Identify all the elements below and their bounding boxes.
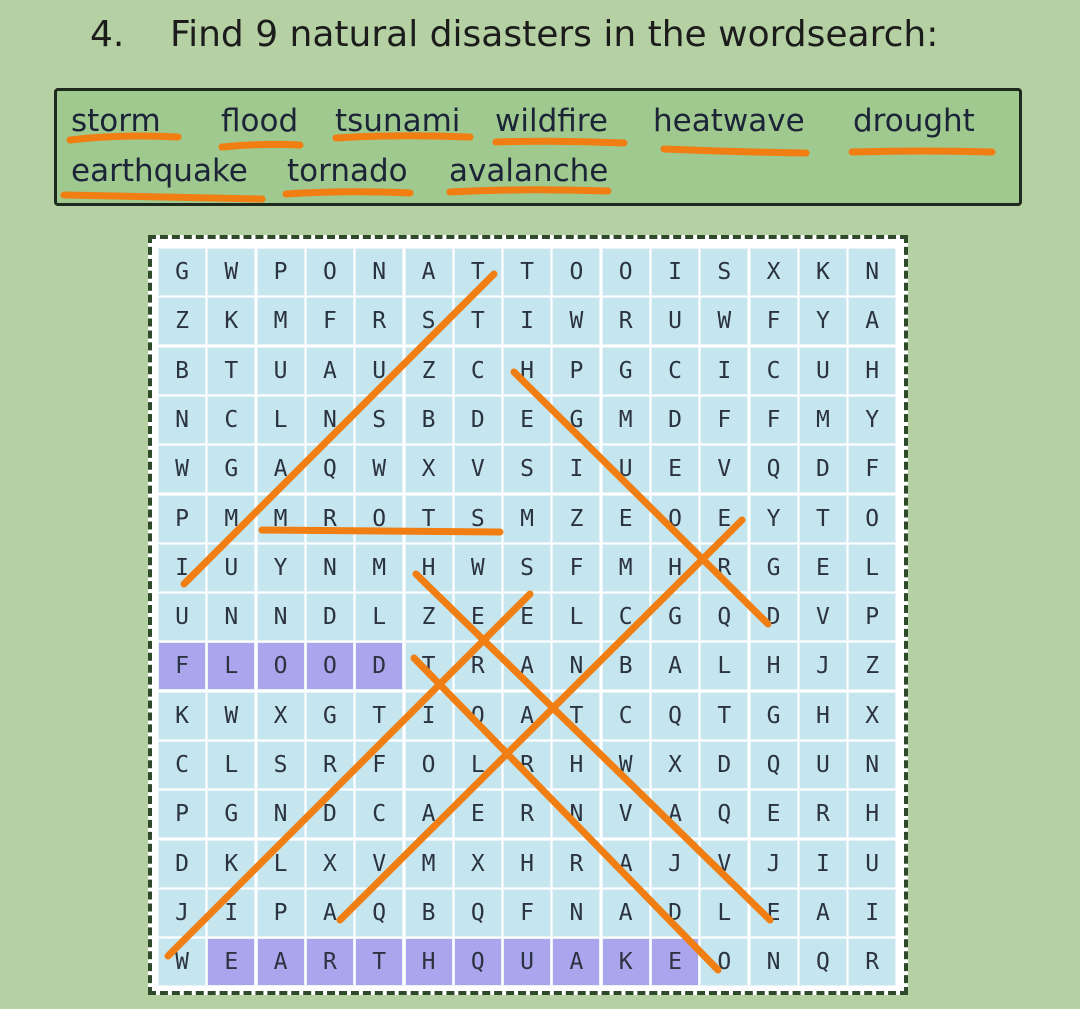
grid-cell[interactable]: T	[207, 347, 255, 395]
grid-cell[interactable]: E	[651, 445, 699, 493]
grid-cell[interactable]: U	[799, 741, 847, 789]
grid-cell[interactable]: F	[750, 297, 798, 345]
grid-cell[interactable]: T	[799, 495, 847, 543]
grid-cell[interactable]: E	[700, 495, 748, 543]
grid-cell[interactable]: R	[848, 938, 896, 986]
grid-cell[interactable]: U	[158, 593, 206, 641]
grid-cell[interactable]: E	[454, 593, 502, 641]
grid-cell[interactable]: S	[355, 396, 403, 444]
grid-cell[interactable]: Q	[700, 593, 748, 641]
grid-cell[interactable]: D	[306, 790, 354, 838]
grid-cell[interactable]: G	[750, 544, 798, 592]
grid-cell[interactable]: N	[355, 248, 403, 296]
grid-cell[interactable]: N	[552, 642, 600, 690]
grid-cell[interactable]: A	[306, 889, 354, 937]
grid-cell[interactable]: O	[602, 248, 650, 296]
grid-cell[interactable]: X	[306, 840, 354, 888]
grid-cell[interactable]: C	[602, 593, 650, 641]
grid-cell[interactable]: Q	[799, 938, 847, 986]
grid-cell[interactable]: R	[799, 790, 847, 838]
grid-cell[interactable]: D	[750, 593, 798, 641]
grid-cell[interactable]: L	[552, 593, 600, 641]
grid-cell[interactable]: H	[405, 938, 453, 986]
grid-cell[interactable]: C	[207, 396, 255, 444]
grid-cell[interactable]: A	[503, 692, 551, 740]
grid-cell[interactable]: S	[503, 445, 551, 493]
grid-cell[interactable]: W	[700, 297, 748, 345]
grid-cell[interactable]: I	[651, 248, 699, 296]
grid-cell[interactable]: S	[454, 495, 502, 543]
task-title	[90, 14, 1050, 66]
grid-cell[interactable]: E	[207, 938, 255, 986]
grid-cell[interactable]: K	[207, 840, 255, 888]
grid-cell[interactable]: T	[700, 692, 748, 740]
grid-cell[interactable]: O	[700, 938, 748, 986]
grid-cell[interactable]: O	[257, 642, 305, 690]
grid-cell[interactable]: P	[257, 889, 305, 937]
grid-cell[interactable]: M	[257, 297, 305, 345]
word-item-avalanche: avalanche	[449, 153, 609, 189]
grid-cell[interactable]: Z	[405, 593, 453, 641]
grid-cell[interactable]: K	[799, 248, 847, 296]
grid-cell[interactable]: R	[306, 741, 354, 789]
grid-cell[interactable]: M	[207, 495, 255, 543]
grid-cell[interactable]: W	[552, 297, 600, 345]
grid-cell[interactable]: R	[306, 938, 354, 986]
grid-cell[interactable]: E	[503, 593, 551, 641]
grid-cell[interactable]: O	[552, 248, 600, 296]
grid-cell[interactable]: P	[848, 593, 896, 641]
grid-cell[interactable]: N	[848, 741, 896, 789]
grid-cell[interactable]: Q	[700, 790, 748, 838]
grid-cell[interactable]: F	[750, 396, 798, 444]
grid-cell[interactable]: D	[799, 445, 847, 493]
grid-cell[interactable]: I	[207, 889, 255, 937]
grid-cell[interactable]: F	[503, 889, 551, 937]
grid-cell[interactable]: V	[355, 840, 403, 888]
grid-cell[interactable]: W	[158, 938, 206, 986]
word-item-heatwave: heatwave	[653, 103, 805, 139]
grid-cell[interactable]: X	[257, 692, 305, 740]
grid-cell[interactable]: N	[306, 396, 354, 444]
task-instruction: Find 9 natural disasters in the wordsearch:	[170, 14, 939, 55]
word-item-earthquake: earthquake	[71, 153, 248, 189]
grid-cell[interactable]: M	[602, 396, 650, 444]
grid-cell[interactable]: A	[503, 642, 551, 690]
grid-cell[interactable]: T	[355, 692, 403, 740]
grid-cell[interactable]: N	[257, 790, 305, 838]
grid-cell[interactable]: L	[700, 889, 748, 937]
grid-cell[interactable]: O	[306, 248, 354, 296]
grid-cell[interactable]: C	[750, 347, 798, 395]
task-number: 4.	[90, 14, 125, 55]
grid-cell[interactable]: M	[503, 495, 551, 543]
grid-cell[interactable]: Z	[552, 495, 600, 543]
word-item-tsunami: tsunami	[335, 103, 461, 139]
grid-cell[interactable]: A	[602, 889, 650, 937]
grid-cell[interactable]: B	[158, 347, 206, 395]
grid-cell[interactable]: J	[651, 840, 699, 888]
grid-cell[interactable]: L	[848, 544, 896, 592]
grid-cell[interactable]: L	[257, 396, 305, 444]
grid-cell[interactable]: Q	[454, 889, 502, 937]
grid-cell[interactable]: G	[651, 593, 699, 641]
grid-cell[interactable]: A	[257, 445, 305, 493]
grid-cell[interactable]: W	[355, 445, 403, 493]
grid-cell[interactable]: E	[750, 790, 798, 838]
grid-cell[interactable]: R	[552, 840, 600, 888]
grid-cell[interactable]: E	[602, 495, 650, 543]
grid-cell[interactable]: X	[405, 445, 453, 493]
grid-cell[interactable]: B	[405, 889, 453, 937]
grid-cell[interactable]: W	[207, 692, 255, 740]
grid-cell[interactable]: Q	[651, 692, 699, 740]
grid-cell[interactable]: G	[602, 347, 650, 395]
grid-cell[interactable]: N	[257, 593, 305, 641]
grid-cell[interactable]: X	[651, 741, 699, 789]
grid-cell[interactable]: M	[602, 544, 650, 592]
grid-cell[interactable]: T	[503, 248, 551, 296]
grid-cell[interactable]: H	[503, 840, 551, 888]
grid-cell[interactable]: S	[700, 248, 748, 296]
grid-cell[interactable]: O	[848, 495, 896, 543]
grid-cell[interactable]: U	[257, 347, 305, 395]
grid-cell[interactable]: Y	[750, 495, 798, 543]
word-item-flood: flood	[221, 103, 299, 139]
grid-cell[interactable]: T	[355, 938, 403, 986]
grid-cell[interactable]: A	[405, 248, 453, 296]
grid-cell[interactable]: X	[848, 692, 896, 740]
grid-cell[interactable]: P	[158, 495, 206, 543]
grid-cell[interactable]: S	[503, 544, 551, 592]
grid-cell[interactable]: O	[306, 642, 354, 690]
grid-cell[interactable]: H	[651, 544, 699, 592]
grid-cell[interactable]: C	[602, 692, 650, 740]
grid-cell[interactable]: S	[257, 741, 305, 789]
grid-cell[interactable]: O	[651, 495, 699, 543]
grid-cell[interactable]: P	[257, 248, 305, 296]
grid-cell[interactable]: N	[158, 396, 206, 444]
grid-cell[interactable]: L	[454, 741, 502, 789]
grid-cell[interactable]: U	[848, 840, 896, 888]
grid-cell[interactable]: N	[552, 790, 600, 838]
grid-cell[interactable]: I	[158, 544, 206, 592]
grid-cell[interactable]: G	[207, 790, 255, 838]
word-item-wildfire: wildfire	[495, 103, 608, 139]
grid-cell[interactable]: L	[257, 840, 305, 888]
grid-cell[interactable]: Q	[750, 741, 798, 789]
grid-cell[interactable]: I	[848, 889, 896, 937]
grid-cell[interactable]: H	[405, 544, 453, 592]
grid-cell[interactable]: V	[700, 840, 748, 888]
grid-cell[interactable]: U	[602, 445, 650, 493]
grid-cell[interactable]: K	[602, 938, 650, 986]
grid-cell[interactable]: D	[651, 889, 699, 937]
grid-cell[interactable]: T	[454, 248, 502, 296]
grid-cell[interactable]: A	[848, 297, 896, 345]
grid-cell[interactable]: G	[207, 445, 255, 493]
grid-cell[interactable]: F	[355, 741, 403, 789]
grid-cell[interactable]: F	[848, 445, 896, 493]
grid-cell[interactable]: H	[848, 347, 896, 395]
grid-cell[interactable]: A	[651, 790, 699, 838]
grid-cell[interactable]: R	[355, 297, 403, 345]
grid-cell[interactable]: T	[454, 297, 502, 345]
grid-cell[interactable]: J	[799, 642, 847, 690]
word-item-drought: drought	[853, 103, 975, 139]
grid-cell[interactable]: U	[799, 347, 847, 395]
grid-cell[interactable]: H	[848, 790, 896, 838]
grid-cell[interactable]: A	[257, 938, 305, 986]
grid-cell[interactable]: D	[454, 396, 502, 444]
grid-cell[interactable]: W	[602, 741, 650, 789]
grid-cell[interactable]: I	[700, 347, 748, 395]
grid-cell[interactable]: M	[257, 495, 305, 543]
grid-cell[interactable]: D	[700, 741, 748, 789]
grid-cell[interactable]: Q	[750, 445, 798, 493]
grid-cell[interactable]: K	[207, 297, 255, 345]
grid-cell[interactable]: J	[750, 840, 798, 888]
grid-cell[interactable]: W	[454, 544, 502, 592]
grid-cell[interactable]: A	[602, 840, 650, 888]
grid-cell[interactable]: O	[454, 692, 502, 740]
word-list-box	[54, 88, 1022, 206]
grid-cell[interactable]: V	[799, 593, 847, 641]
grid-cell[interactable]: Q	[454, 938, 502, 986]
grid-cell[interactable]: Z	[158, 297, 206, 345]
grid-cell[interactable]: L	[700, 642, 748, 690]
grid-cell[interactable]: J	[158, 889, 206, 937]
grid-cell[interactable]: Y	[848, 396, 896, 444]
grid-cell[interactable]: V	[454, 445, 502, 493]
grid-cell[interactable]: F	[552, 544, 600, 592]
grid-cell[interactable]: R	[700, 544, 748, 592]
grid-cell[interactable]: H	[750, 642, 798, 690]
grid-cell[interactable]: M	[405, 840, 453, 888]
grid-cell[interactable]: M	[355, 544, 403, 592]
grid-cell[interactable]: T	[405, 642, 453, 690]
grid-cell[interactable]: G	[552, 396, 600, 444]
grid-cell[interactable]: L	[355, 593, 403, 641]
grid-cell[interactable]: H	[503, 347, 551, 395]
grid-cell[interactable]: U	[207, 544, 255, 592]
grid-cell[interactable]: X	[750, 248, 798, 296]
grid-cell[interactable]: F	[306, 297, 354, 345]
grid-cell[interactable]: B	[602, 642, 650, 690]
grid-cell[interactable]: M	[799, 396, 847, 444]
grid-cell[interactable]: E	[651, 938, 699, 986]
grid-cell[interactable]: L	[207, 642, 255, 690]
grid-cell[interactable]: F	[700, 396, 748, 444]
grid-cell[interactable]: A	[799, 889, 847, 937]
grid-cell[interactable]: A	[651, 642, 699, 690]
grid-cell[interactable]: G	[158, 248, 206, 296]
grid-cell[interactable]: N	[306, 544, 354, 592]
grid-cell[interactable]: N	[750, 938, 798, 986]
grid-cell[interactable]: C	[158, 741, 206, 789]
grid-cell[interactable]: D	[355, 642, 403, 690]
grid-cell[interactable]: A	[552, 938, 600, 986]
grid-cell[interactable]: D	[306, 593, 354, 641]
grid-cell[interactable]: W	[207, 248, 255, 296]
grid-cell[interactable]: R	[602, 297, 650, 345]
grid-cell[interactable]: Z	[848, 642, 896, 690]
grid-cell[interactable]: T	[405, 495, 453, 543]
grid-cell[interactable]: I	[405, 692, 453, 740]
grid-cell[interactable]: E	[503, 396, 551, 444]
grid-cell[interactable]: R	[503, 790, 551, 838]
grid-cell[interactable]: X	[454, 840, 502, 888]
grid-cell[interactable]: A	[306, 347, 354, 395]
grid-cell[interactable]: P	[552, 347, 600, 395]
grid-cell[interactable]: E	[750, 889, 798, 937]
grid-cell[interactable]: Q	[306, 445, 354, 493]
grid-cell[interactable]: U	[503, 938, 551, 986]
wordsearch-grid	[148, 235, 908, 995]
word-item-storm: storm	[71, 103, 161, 139]
word-item-tornado: tornado	[287, 153, 408, 189]
grid-cell[interactable]: R	[454, 642, 502, 690]
grid-cell[interactable]: N	[552, 889, 600, 937]
grid-cell[interactable]: R	[306, 495, 354, 543]
grid-cell[interactable]: P	[158, 790, 206, 838]
grid-cell[interactable]: G	[306, 692, 354, 740]
grid-cell[interactable]: E	[454, 790, 502, 838]
grid-cell[interactable]: O	[355, 495, 403, 543]
grid-cell[interactable]: I	[552, 445, 600, 493]
grid-cell[interactable]: R	[503, 741, 551, 789]
grid-cell[interactable]: D	[651, 396, 699, 444]
grid-cell[interactable]: E	[799, 544, 847, 592]
grid-cell[interactable]: C	[651, 347, 699, 395]
grid-cell[interactable]: V	[602, 790, 650, 838]
grid-cell[interactable]: C	[355, 790, 403, 838]
grid-cell[interactable]: W	[158, 445, 206, 493]
grid-cell[interactable]: Y	[257, 544, 305, 592]
grid-cell[interactable]: Z	[405, 347, 453, 395]
grid-cell[interactable]: U	[651, 297, 699, 345]
grid-cell[interactable]: T	[552, 692, 600, 740]
grid-cell[interactable]: U	[355, 347, 403, 395]
grid-cell[interactable]: B	[405, 396, 453, 444]
grid-cell[interactable]: I	[799, 840, 847, 888]
grid-cell[interactable]: L	[207, 741, 255, 789]
grid-cell[interactable]: S	[405, 297, 453, 345]
grid-cell[interactable]: K	[158, 692, 206, 740]
grid-cell[interactable]: G	[750, 692, 798, 740]
grid-cell[interactable]: O	[405, 741, 453, 789]
grid-cell[interactable]: V	[700, 445, 748, 493]
grid-cell[interactable]: H	[799, 692, 847, 740]
grid-cell[interactable]: H	[552, 741, 600, 789]
grid-cell[interactable]: I	[503, 297, 551, 345]
grid-cell[interactable]: A	[405, 790, 453, 838]
grid-cell[interactable]: Y	[799, 297, 847, 345]
grid-cell[interactable]: C	[454, 347, 502, 395]
grid-cell[interactable]: F	[158, 642, 206, 690]
grid-cell[interactable]: N	[848, 248, 896, 296]
grid-cell[interactable]: N	[207, 593, 255, 641]
grid-cell[interactable]: Q	[355, 889, 403, 937]
grid-cell[interactable]: D	[158, 840, 206, 888]
